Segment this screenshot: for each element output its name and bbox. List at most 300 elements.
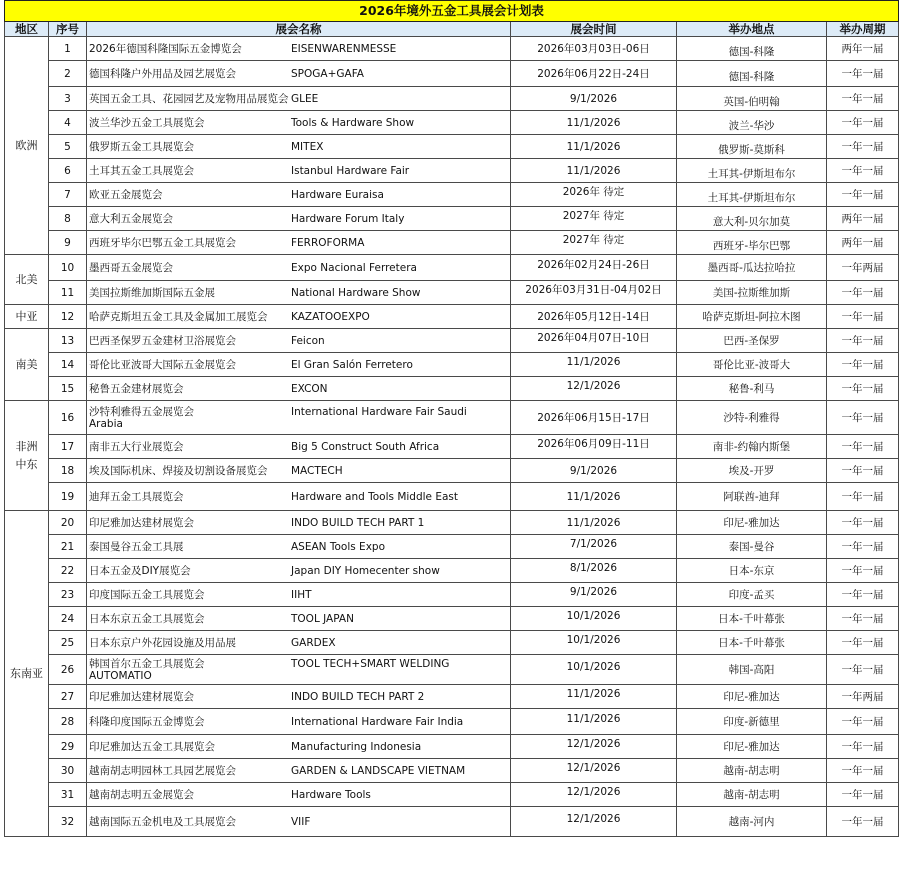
exhibition-name bbox=[87, 655, 511, 685]
table-row bbox=[5, 159, 899, 183]
exhibition-place bbox=[677, 207, 827, 231]
exhibition-place bbox=[677, 61, 827, 87]
table-row bbox=[5, 685, 899, 709]
table-row bbox=[5, 111, 899, 135]
exhibition-date bbox=[511, 535, 677, 559]
row-number: 13 bbox=[49, 329, 87, 353]
exhibition-date bbox=[511, 87, 677, 111]
exhibition-name-en: GARDEN & LANDSCAPE VIETNAM bbox=[291, 764, 466, 777]
exhibition-place bbox=[677, 583, 827, 607]
exhibition-name-en: Manufacturing Indonesia bbox=[291, 740, 422, 753]
exhibition-name-en: TOOL TECH+SMART WELDING bbox=[291, 657, 450, 670]
exhibition-name-en: EISENWARENMESSE bbox=[291, 42, 397, 55]
exhibition-place-text: 波兰-华沙 bbox=[728, 119, 775, 132]
exhibition-place bbox=[677, 377, 827, 401]
exhibition-place-text: 韩国-高阳 bbox=[728, 663, 775, 676]
table-row bbox=[5, 435, 899, 459]
exhibition-date-text: 2026年02月24日-26日 bbox=[537, 258, 650, 271]
row-number: 27 bbox=[49, 685, 87, 709]
exhibition-cycle: 一年一届 bbox=[827, 511, 899, 535]
header-region: 地区 bbox=[5, 22, 49, 37]
exhibition-name-cn: 西班牙毕尔巴鄂五金工具展览会 bbox=[89, 236, 236, 249]
exhibition-place-text: 印度-孟买 bbox=[728, 588, 775, 601]
table-row bbox=[5, 759, 899, 783]
exhibition-name-en: INDO BUILD TECH PART 1 bbox=[291, 516, 425, 529]
exhibition-place-text: 日本-千叶幕张 bbox=[718, 612, 785, 625]
exhibition-date-text: 12/1/2026 bbox=[566, 737, 621, 750]
exhibition-name-cn: 科隆印度国际五金博览会 bbox=[89, 715, 205, 728]
exhibition-name-en: Hardware Forum Italy bbox=[291, 212, 405, 225]
row-number: 24 bbox=[49, 607, 87, 631]
exhibition-place-text: 德国-科隆 bbox=[728, 45, 775, 58]
exhibition-place bbox=[677, 305, 827, 329]
exhibition-name-cn: 英国五金工具、花园园艺及宠物用品展览会 bbox=[89, 92, 289, 105]
exhibition-name bbox=[87, 377, 511, 401]
exhibition-date bbox=[511, 329, 677, 353]
exhibition-name-cn: 哥伦比亚波哥大国际五金展览会 bbox=[89, 358, 236, 371]
table-row bbox=[5, 305, 899, 329]
exhibition-cycle: 一年一届 bbox=[827, 535, 899, 559]
exhibition-name-en: INDO BUILD TECH PART 2 bbox=[291, 690, 425, 703]
exhibition-cycle: 两年一届 bbox=[827, 37, 899, 61]
table-row bbox=[5, 583, 899, 607]
row-number: 21 bbox=[49, 535, 87, 559]
exhibition-name-en: Japan DIY Homecenter show bbox=[291, 564, 440, 577]
exhibition-name bbox=[87, 353, 511, 377]
exhibition-place-text: 越南-胡志明 bbox=[723, 788, 780, 801]
row-number: 5 bbox=[49, 135, 87, 159]
row-number: 2 bbox=[49, 61, 87, 87]
exhibition-name-cn: 日本五金及DIY展览会 bbox=[89, 564, 191, 577]
exhibition-cycle: 两年一届 bbox=[827, 231, 899, 255]
exhibition-name bbox=[87, 87, 511, 111]
exhibition-name-cn: 印尼雅加达五金工具展览会 bbox=[89, 740, 215, 753]
exhibition-place-text: 土耳其-伊斯坦布尔 bbox=[707, 191, 796, 204]
exhibition-cycle: 一年两届 bbox=[827, 255, 899, 281]
table-row bbox=[5, 401, 899, 435]
table-row bbox=[5, 353, 899, 377]
table-row bbox=[5, 231, 899, 255]
exhibition-cycle: 一年一届 bbox=[827, 483, 899, 511]
exhibition-place bbox=[677, 655, 827, 685]
region-label: 欧洲 bbox=[15, 138, 38, 152]
row-number: 19 bbox=[49, 483, 87, 511]
exhibition-place-text: 越南-河内 bbox=[728, 815, 775, 828]
exhibition-date bbox=[511, 685, 677, 709]
exhibition-cycle: 一年一届 bbox=[827, 759, 899, 783]
exhibition-place bbox=[677, 159, 827, 183]
table-row bbox=[5, 631, 899, 655]
exhibition-name-cn: 墨西哥五金展览会 bbox=[89, 261, 173, 274]
exhibition-date-text: 2026年05月12日-14日 bbox=[537, 310, 650, 323]
exhibition-cycle: 一年两届 bbox=[827, 685, 899, 709]
region-label: 中亚 bbox=[15, 309, 38, 323]
exhibition-cycle: 一年一届 bbox=[827, 655, 899, 685]
exhibition-name-en: GLEE bbox=[291, 92, 319, 105]
exhibition-place-text: 巴西-圣保罗 bbox=[723, 334, 780, 347]
exhibition-name-cn: 埃及国际机床、焊接及切割设备展览会 bbox=[89, 464, 268, 477]
exhibition-date-text: 12/1/2026 bbox=[566, 379, 621, 392]
exhibition-date-text: 2026年03月31日-04月02日 bbox=[525, 283, 662, 296]
exhibition-place-text: 南非-约翰内斯堡 bbox=[712, 440, 791, 453]
row-number: 16 bbox=[49, 401, 87, 435]
exhibition-date bbox=[511, 61, 677, 87]
exhibition-place-text: 墨西哥-瓜达拉哈拉 bbox=[707, 261, 796, 274]
exhibition-place bbox=[677, 483, 827, 511]
exhibition-name-cn: 日本东京户外花园设施及用品展 bbox=[89, 636, 236, 649]
exhibition-date-text: 10/1/2026 bbox=[566, 660, 621, 673]
exhibition-place-text: 沙特-利雅得 bbox=[723, 411, 780, 424]
exhibition-place-text: 英国-伯明翰 bbox=[723, 95, 780, 108]
row-number: 26 bbox=[49, 655, 87, 685]
exhibition-date-text: 12/1/2026 bbox=[566, 761, 621, 774]
exhibition-date-text: 11/1/2026 bbox=[566, 164, 621, 177]
exhibition-name bbox=[87, 535, 511, 559]
exhibition-table bbox=[4, 0, 899, 837]
exhibition-name-cn: 越南胡志明五金展览会 bbox=[89, 788, 194, 801]
exhibition-place-text: 哥伦比亚-波哥大 bbox=[712, 358, 791, 371]
exhibition-place bbox=[677, 535, 827, 559]
exhibition-place-text: 土耳其-伊斯坦布尔 bbox=[707, 167, 796, 180]
exhibition-cycle: 一年一届 bbox=[827, 735, 899, 759]
table-row bbox=[5, 607, 899, 631]
exhibition-name-cn: 波兰华沙五金工具展览会 bbox=[89, 116, 205, 129]
exhibition-place-text: 日本-千叶幕张 bbox=[718, 636, 785, 649]
exhibition-name bbox=[87, 255, 511, 281]
exhibition-cycle: 一年一届 bbox=[827, 559, 899, 583]
exhibition-date-text: 2026年03月03日-06日 bbox=[537, 42, 650, 55]
exhibition-name-cn: 欧亚五金展览会 bbox=[89, 188, 163, 201]
exhibition-date bbox=[511, 607, 677, 631]
exhibition-name-en: TOOL JAPAN bbox=[291, 612, 354, 625]
table-title: 2026年境外五金工具展会计划表 bbox=[5, 1, 899, 22]
exhibition-cycle: 一年一届 bbox=[827, 377, 899, 401]
exhibition-name-cn: 印度国际五金工具展览会 bbox=[89, 588, 205, 601]
exhibition-place-text: 意大利-贝尔加莫 bbox=[712, 215, 791, 228]
exhibition-date-text: 9/1/2026 bbox=[569, 464, 618, 477]
row-number: 8 bbox=[49, 207, 87, 231]
table-row bbox=[5, 377, 899, 401]
row-number: 15 bbox=[49, 377, 87, 401]
exhibition-date bbox=[511, 231, 677, 255]
table-row bbox=[5, 655, 899, 685]
header-date: 展会时间 bbox=[511, 22, 677, 37]
exhibition-cycle: 一年一届 bbox=[827, 281, 899, 305]
row-number: 6 bbox=[49, 159, 87, 183]
exhibition-date bbox=[511, 631, 677, 655]
exhibition-date-text: 12/1/2026 bbox=[566, 785, 621, 798]
exhibition-name bbox=[87, 459, 511, 483]
exhibition-place bbox=[677, 435, 827, 459]
exhibition-place-text: 日本-东京 bbox=[728, 564, 775, 577]
exhibition-place bbox=[677, 759, 827, 783]
table-row bbox=[5, 87, 899, 111]
exhibition-name bbox=[87, 783, 511, 807]
exhibition-cycle: 一年一届 bbox=[827, 709, 899, 735]
exhibition-name-en: Big 5 Construct South Africa bbox=[291, 440, 440, 453]
table-row bbox=[5, 281, 899, 305]
exhibition-name-cn: 美国拉斯维加斯国际五金展 bbox=[89, 286, 215, 299]
row-number: 9 bbox=[49, 231, 87, 255]
exhibition-cycle: 一年一届 bbox=[827, 111, 899, 135]
exhibition-place bbox=[677, 559, 827, 583]
region-europe bbox=[5, 37, 49, 255]
exhibition-name bbox=[87, 159, 511, 183]
exhibition-date-text: 2026年06月09日-11日 bbox=[537, 437, 650, 450]
exhibition-place-text: 印度-新德里 bbox=[723, 715, 780, 728]
exhibition-cycle: 一年一届 bbox=[827, 87, 899, 111]
exhibition-name-cn: 哈萨克斯坦五金工具及金属加工展览会 bbox=[89, 310, 268, 323]
exhibition-place bbox=[677, 631, 827, 655]
exhibition-date bbox=[511, 255, 677, 281]
exhibition-date-text: 2027年 待定 bbox=[562, 233, 625, 246]
exhibition-date bbox=[511, 353, 677, 377]
exhibition-name bbox=[87, 709, 511, 735]
exhibition-date-text: 9/1/2026 bbox=[569, 92, 618, 105]
row-number: 17 bbox=[49, 435, 87, 459]
exhibition-cycle: 一年一届 bbox=[827, 807, 899, 837]
exhibition-name-en: GARDEX bbox=[291, 636, 336, 649]
exhibition-place bbox=[677, 281, 827, 305]
exhibition-name-en: MACTECH bbox=[291, 464, 343, 477]
exhibition-name-en: KAZATOOEXPO bbox=[291, 310, 370, 323]
exhibition-name-en: Hardware Tools bbox=[291, 788, 371, 801]
region-north-america bbox=[5, 255, 49, 305]
exhibition-name bbox=[87, 37, 511, 61]
table-row bbox=[5, 135, 899, 159]
exhibition-name-en-continued: Arabia bbox=[89, 417, 123, 430]
exhibition-name-cn: 土耳其五金工具展览会 bbox=[89, 164, 194, 177]
exhibition-cycle: 一年一届 bbox=[827, 159, 899, 183]
exhibition-name-cn: 2026年德国科隆国际五金博览会 bbox=[89, 42, 242, 55]
exhibition-name-en: ASEAN Tools Expo bbox=[291, 540, 385, 553]
exhibition-name-cn: 俄罗斯五金工具展览会 bbox=[89, 140, 194, 153]
row-number: 20 bbox=[49, 511, 87, 535]
row-number: 30 bbox=[49, 759, 87, 783]
exhibition-date bbox=[511, 111, 677, 135]
exhibition-date-text: 11/1/2026 bbox=[566, 490, 621, 503]
exhibition-date bbox=[511, 159, 677, 183]
exhibition-date bbox=[511, 709, 677, 735]
row-number: 31 bbox=[49, 783, 87, 807]
table-row bbox=[5, 511, 899, 535]
exhibition-cycle: 一年一届 bbox=[827, 783, 899, 807]
exhibition-place bbox=[677, 511, 827, 535]
exhibition-name-en: National Hardware Show bbox=[291, 286, 421, 299]
exhibition-cycle: 一年一届 bbox=[827, 183, 899, 207]
row-number: 10 bbox=[49, 255, 87, 281]
exhibition-place bbox=[677, 37, 827, 61]
row-number: 1 bbox=[49, 37, 87, 61]
table-row bbox=[5, 207, 899, 231]
exhibition-place bbox=[677, 709, 827, 735]
region-africa-middle-east bbox=[5, 401, 49, 511]
exhibition-name bbox=[87, 111, 511, 135]
exhibition-date bbox=[511, 483, 677, 511]
row-number: 25 bbox=[49, 631, 87, 655]
exhibition-cycle: 一年一届 bbox=[827, 135, 899, 159]
exhibition-date bbox=[511, 377, 677, 401]
exhibition-place bbox=[677, 231, 827, 255]
region-label: 南美 bbox=[15, 357, 38, 371]
row-number: 23 bbox=[49, 583, 87, 607]
region-label: 非洲 bbox=[15, 439, 38, 453]
exhibition-name-cn: 意大利五金展览会 bbox=[89, 212, 173, 225]
exhibition-name-cn: 泰国曼谷五金工具展 bbox=[89, 540, 184, 553]
exhibition-place bbox=[677, 685, 827, 709]
exhibition-name-en: EXCON bbox=[291, 382, 328, 395]
row-number: 32 bbox=[49, 807, 87, 837]
exhibition-name-en: Istanbul Hardware Fair bbox=[291, 164, 410, 177]
exhibition-name-en: El Gran Salón Ferretero bbox=[291, 358, 413, 371]
table-row bbox=[5, 535, 899, 559]
exhibition-date-text: 11/1/2026 bbox=[566, 687, 621, 700]
exhibition-date-text: 8/1/2026 bbox=[569, 561, 618, 574]
exhibition-name bbox=[87, 631, 511, 655]
exhibition-place bbox=[677, 783, 827, 807]
exhibition-name bbox=[87, 607, 511, 631]
exhibition-place-text: 印尼-雅加达 bbox=[723, 516, 780, 529]
exhibition-cycle: 一年一届 bbox=[827, 459, 899, 483]
exhibition-date-text: 2026年06月15日-17日 bbox=[537, 411, 650, 424]
exhibition-name-en-continued: AUTOMATIO bbox=[89, 669, 152, 682]
exhibition-name bbox=[87, 511, 511, 535]
exhibition-name-en: FERROFORMA bbox=[291, 236, 365, 249]
exhibition-name bbox=[87, 559, 511, 583]
exhibition-date bbox=[511, 583, 677, 607]
exhibition-place-text: 西班牙-毕尔巴鄂 bbox=[712, 239, 791, 252]
exhibition-name bbox=[87, 401, 511, 435]
exhibition-name-en: MITEX bbox=[291, 140, 324, 153]
exhibition-cycle: 一年一届 bbox=[827, 583, 899, 607]
exhibition-cycle: 一年一届 bbox=[827, 353, 899, 377]
exhibition-name bbox=[87, 685, 511, 709]
exhibition-name-en: Hardware and Tools Middle East bbox=[291, 490, 459, 503]
exhibition-date-text: 2026年04月07日-10日 bbox=[537, 331, 650, 344]
row-number: 28 bbox=[49, 709, 87, 735]
exhibition-name bbox=[87, 759, 511, 783]
exhibition-name-en: Expo Nacional Ferretera bbox=[291, 261, 417, 274]
exhibition-date-text: 2027年 待定 bbox=[562, 209, 625, 222]
table-row bbox=[5, 709, 899, 735]
table-row bbox=[5, 807, 899, 837]
exhibition-name bbox=[87, 735, 511, 759]
exhibition-date-text: 11/1/2026 bbox=[566, 140, 621, 153]
exhibition-name bbox=[87, 61, 511, 87]
exhibition-date-text: 10/1/2026 bbox=[566, 609, 621, 622]
exhibition-name bbox=[87, 305, 511, 329]
exhibition-name-en: Tools & Hardware Show bbox=[291, 116, 415, 129]
exhibition-date bbox=[511, 511, 677, 535]
table-row bbox=[5, 329, 899, 353]
row-number: 22 bbox=[49, 559, 87, 583]
header-row bbox=[5, 22, 899, 37]
exhibition-date bbox=[511, 305, 677, 329]
exhibition-date-text: 11/1/2026 bbox=[566, 516, 621, 529]
exhibition-date-text: 2026年06月22日-24日 bbox=[537, 67, 650, 80]
exhibition-name-en: SPOGA+GAFA bbox=[291, 67, 364, 80]
exhibition-name-cn: 韩国首尔五金工具展览会 bbox=[89, 657, 205, 670]
exhibition-name bbox=[87, 231, 511, 255]
exhibition-name bbox=[87, 183, 511, 207]
exhibition-date bbox=[511, 735, 677, 759]
exhibition-date-text: 12/1/2026 bbox=[566, 812, 621, 825]
table-row bbox=[5, 735, 899, 759]
exhibition-date bbox=[511, 807, 677, 837]
exhibition-place-text: 埃及-开罗 bbox=[728, 464, 775, 477]
exhibition-name-en: International Hardware Fair Saudi bbox=[291, 405, 467, 418]
exhibition-date bbox=[511, 655, 677, 685]
exhibition-place-text: 泰国-曼谷 bbox=[728, 540, 775, 553]
exhibition-date bbox=[511, 435, 677, 459]
exhibition-name bbox=[87, 207, 511, 231]
exhibition-place bbox=[677, 255, 827, 281]
exhibition-place bbox=[677, 807, 827, 837]
exhibition-name-cn: 越南胡志明园林工具园艺展览会 bbox=[89, 764, 236, 777]
exhibition-cycle: 一年一届 bbox=[827, 607, 899, 631]
row-number: 3 bbox=[49, 87, 87, 111]
exhibition-cycle: 一年一届 bbox=[827, 329, 899, 353]
exhibition-date-text: 9/1/2026 bbox=[569, 585, 618, 598]
exhibition-date bbox=[511, 401, 677, 435]
exhibition-cycle: 一年一届 bbox=[827, 435, 899, 459]
table-row bbox=[5, 255, 899, 281]
exhibition-date-text: 11/1/2026 bbox=[566, 712, 621, 725]
table-row bbox=[5, 783, 899, 807]
exhibition-date-text: 2026年 待定 bbox=[562, 185, 625, 198]
region-label: 中东 bbox=[15, 457, 38, 471]
exhibition-name-cn: 印尼雅加达建材展览会 bbox=[89, 690, 194, 703]
exhibition-date bbox=[511, 281, 677, 305]
exhibition-place bbox=[677, 329, 827, 353]
exhibition-name-en: Hardware Euraisa bbox=[291, 188, 384, 201]
row-number: 14 bbox=[49, 353, 87, 377]
exhibition-name bbox=[87, 135, 511, 159]
exhibition-name bbox=[87, 483, 511, 511]
exhibition-date bbox=[511, 183, 677, 207]
exhibition-name bbox=[87, 583, 511, 607]
exhibition-date-text: 11/1/2026 bbox=[566, 355, 621, 368]
exhibition-cycle: 一年一届 bbox=[827, 631, 899, 655]
exhibition-name-cn: 日本东京五金工具展览会 bbox=[89, 612, 205, 625]
exhibition-name-en: Feicon bbox=[291, 334, 325, 347]
exhibition-place-text: 俄罗斯-莫斯科 bbox=[718, 143, 785, 156]
exhibition-place bbox=[677, 111, 827, 135]
exhibition-date bbox=[511, 759, 677, 783]
region-label: 北美 bbox=[15, 272, 38, 286]
table-row bbox=[5, 559, 899, 583]
exhibition-name bbox=[87, 435, 511, 459]
region-label: 东南亚 bbox=[10, 666, 43, 680]
exhibition-place bbox=[677, 87, 827, 111]
exhibition-cycle: 一年一届 bbox=[827, 401, 899, 435]
row-number: 7 bbox=[49, 183, 87, 207]
exhibition-place bbox=[677, 401, 827, 435]
exhibition-name-en: IIHT bbox=[291, 588, 312, 601]
exhibition-place bbox=[677, 607, 827, 631]
exhibition-date-text: 7/1/2026 bbox=[569, 537, 618, 550]
exhibition-name bbox=[87, 329, 511, 353]
exhibition-date bbox=[511, 135, 677, 159]
exhibition-date-text: 11/1/2026 bbox=[566, 116, 621, 129]
exhibition-place bbox=[677, 459, 827, 483]
exhibition-place bbox=[677, 183, 827, 207]
exhibition-place-text: 越南-胡志明 bbox=[723, 764, 780, 777]
region-southeast-asia bbox=[5, 511, 49, 837]
exhibition-name-cn: 沙特利雅得五金展览会 bbox=[89, 405, 194, 418]
exhibition-name-cn: 德国科隆户外用品及园艺展览会 bbox=[89, 67, 236, 80]
exhibition-place-text: 美国-拉斯维加斯 bbox=[712, 286, 791, 299]
